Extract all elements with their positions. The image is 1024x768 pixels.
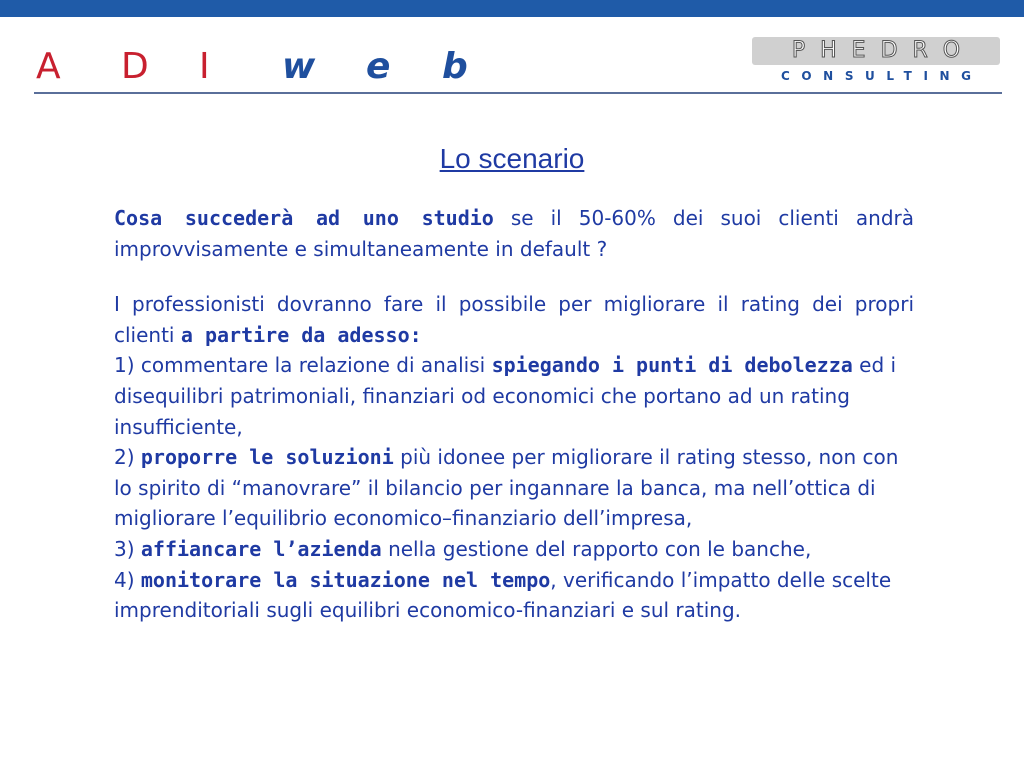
header-divider (34, 92, 1002, 94)
item-2-suffix: più idonee per migliorare il rating stesso, non con lo spirito di “manovrare” il bilancio per ingannare la banca, ma nell’ottica di migliorare l’equilibrio economico–finanziario dell’impresa, (114, 445, 899, 531)
logo-letter-e: e (366, 46, 391, 87)
logo-letter-a: A (36, 46, 61, 87)
intro-text: se il 50-60% dei suoi clienti andrà improvvisamente e simultaneamente in default ? (114, 206, 914, 261)
slide-title: Lo scenario (439, 143, 585, 174)
logo-letter-i: I (199, 46, 210, 87)
phedro-logo: PHEDRO (791, 38, 976, 63)
list-item-4 (114, 565, 914, 626)
item-1-prefix: 1) commentare la relazione di analisi (114, 353, 492, 378)
item-4-prefix: 4) (114, 567, 141, 592)
logo-letter-b: b (442, 46, 468, 87)
item-1-suffix: ed i disequilibri patrimoniali, finanziari od economici che portano ad un rating insufficiente, (114, 353, 897, 439)
intro-paragraph (114, 203, 914, 264)
main-text: I professionisti dovranno fare il possibile per migliorare il rating dei propri clienti (114, 292, 914, 347)
main-paragraph (114, 289, 914, 350)
logo-letter-w: w (282, 46, 316, 87)
item-2-bold: proporre le soluzioni (140, 445, 394, 470)
slide-body (114, 203, 914, 626)
item-2-prefix: 2) (114, 445, 141, 470)
list-item-3 (114, 534, 914, 565)
list-item-1 (114, 350, 914, 442)
intro-bold: Cosa succederà ad uno studio (114, 206, 494, 230)
item-3-bold: affiancare l’azienda (140, 536, 382, 561)
item-3-prefix: 3) (114, 536, 141, 561)
item-3-suffix: nella gestione del rapporto con le banche, (381, 536, 812, 561)
item-4-bold: monitorare la situazione nel tempo (140, 567, 551, 592)
main-bold: a partire da adesso: (180, 322, 422, 347)
list-item-2 (114, 442, 914, 534)
consulting-tagline: CONSULTING (780, 69, 983, 83)
logo-letter-d: D (121, 46, 149, 87)
item-1-bold: spiegando i punti di debolezza (491, 353, 853, 378)
top-accent-bar (0, 0, 1024, 17)
item-4-suffix: , verificando l’impatto delle scelte imprenditoriali sugli equilibri economico-finanziari e sul rating. (114, 567, 892, 623)
